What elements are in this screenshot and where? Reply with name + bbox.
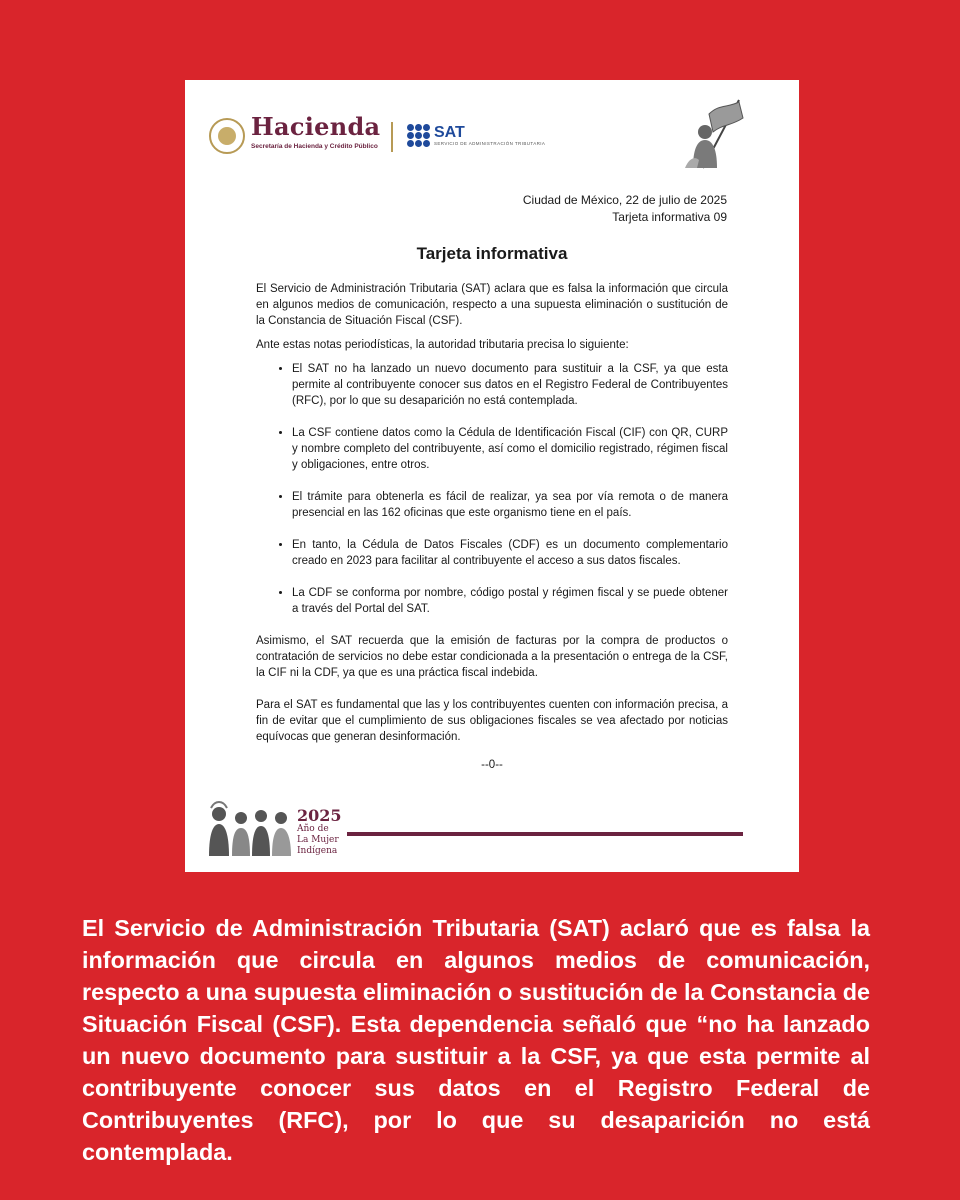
footer-line2: La Mujer <box>297 835 339 845</box>
indigenous-women-illustration-icon <box>205 800 295 856</box>
date-block <box>523 192 727 226</box>
press-card-document <box>185 80 799 872</box>
bullet-list <box>256 361 728 617</box>
date-line: Ciudad de México, 22 de julio de 2025 <box>522 193 727 207</box>
footer-line3: Indígena <box>297 846 338 856</box>
hacienda-logo <box>209 114 380 154</box>
sat-logo <box>407 124 545 147</box>
closing-paragraph: Para el SAT es fundamental que las y los contribuyentes cuenten con información precisa, a fin de evitar que el cumplimiento de sus obligaciones fiscales se vea afectado por noticias equívocas que generan desinformación. <box>256 699 728 743</box>
list-item: • La CSF contiene datos como la Cédula de Identificación Fiscal (CIF) con QR, CURP y nombre completo del contribuyente, así como el domicilio registrado, régimen fiscal y obligaciones, entre otros. <box>292 425 728 473</box>
national-seal-icon <box>209 118 245 154</box>
reference-number: Tarjeta informativa 09 <box>612 210 727 224</box>
hacienda-name: Hacienda <box>251 112 381 141</box>
document-body <box>256 281 728 773</box>
caption-text: El Servicio de Administración Tributaria (SAT) aclaró que es falsa la información que circula en algunos medios de comunicación, respecto a una supuesta eliminación o sustitución de la Constancia de Situación Fiscal (CSF). Esta dependencia señaló que “no ha lanzado un nuevo documento para sustituir a la CSF, ya que esta permite al contribuyente conocer sus datos en el Registro Federal de Contribuyentes (RFC), por lo que su desaparición no está contemplada. <box>82 915 870 1165</box>
hacienda-subtitle: Secretaría de Hacienda y Crédito Público <box>251 143 378 150</box>
list-item: • En tanto, la Cédula de Datos Fiscales (CDF) es un documento complementario creado en 2023 para facilitar al contribuyente el acceso a sus datos fiscales. <box>292 537 728 569</box>
document-title: Tarjeta informativa <box>416 244 568 263</box>
list-item: • El trámite para obtenerla es fácil de realizar, ya sea por vía remota o de manera presencial en las 162 oficinas que este organismo tiene en el país. <box>292 489 728 521</box>
sat-dots-icon <box>407 124 430 147</box>
closing-paragraph: Asimismo, el SAT recuerda que la emisión de facturas por la compra de productos o contratación de servicios no debe estar condicionada a la presentación o entrega de la CSF, la CIF ni la CDF, ya que es una práctica fiscal indebida. <box>256 635 728 679</box>
logo-divider <box>391 122 393 152</box>
list-item: • La CDF se conforma por nombre, código postal y régimen fiscal y se puede obtener a través del Portal del SAT. <box>292 585 728 617</box>
flag-bearer-illustration-icon <box>683 98 751 170</box>
end-mark: --0-- <box>481 759 503 771</box>
list-item: • El SAT no ha lanzado un nuevo documento para sustituir a la CSF, ya que esta permite al contribuyente conocer sus datos en el Registro Federal de Contribuyentes (RFC), por lo que su desaparición no está contemplada. <box>292 361 728 409</box>
footer-rule <box>347 832 743 836</box>
lead-paragraph: Ante estas notas periodísticas, la autoridad tributaria precisa lo siguiente: <box>256 339 629 351</box>
footer-line1: Año de <box>297 824 329 834</box>
sat-subtitle: SERVICIO DE ADMINISTRACIÓN TRIBUTARIA <box>434 141 546 146</box>
sat-name: SAT <box>434 124 465 141</box>
footer-year-badge <box>297 808 342 857</box>
footer-year: 2025 <box>297 806 342 825</box>
intro-paragraph: El Servicio de Administración Tributaria (SAT) aclara que es falsa la información que circula en algunos medios de comunicación, respecto a una supuesta eliminación o sustitución de la Constancia de Situación Fiscal (CSF). <box>256 283 728 327</box>
